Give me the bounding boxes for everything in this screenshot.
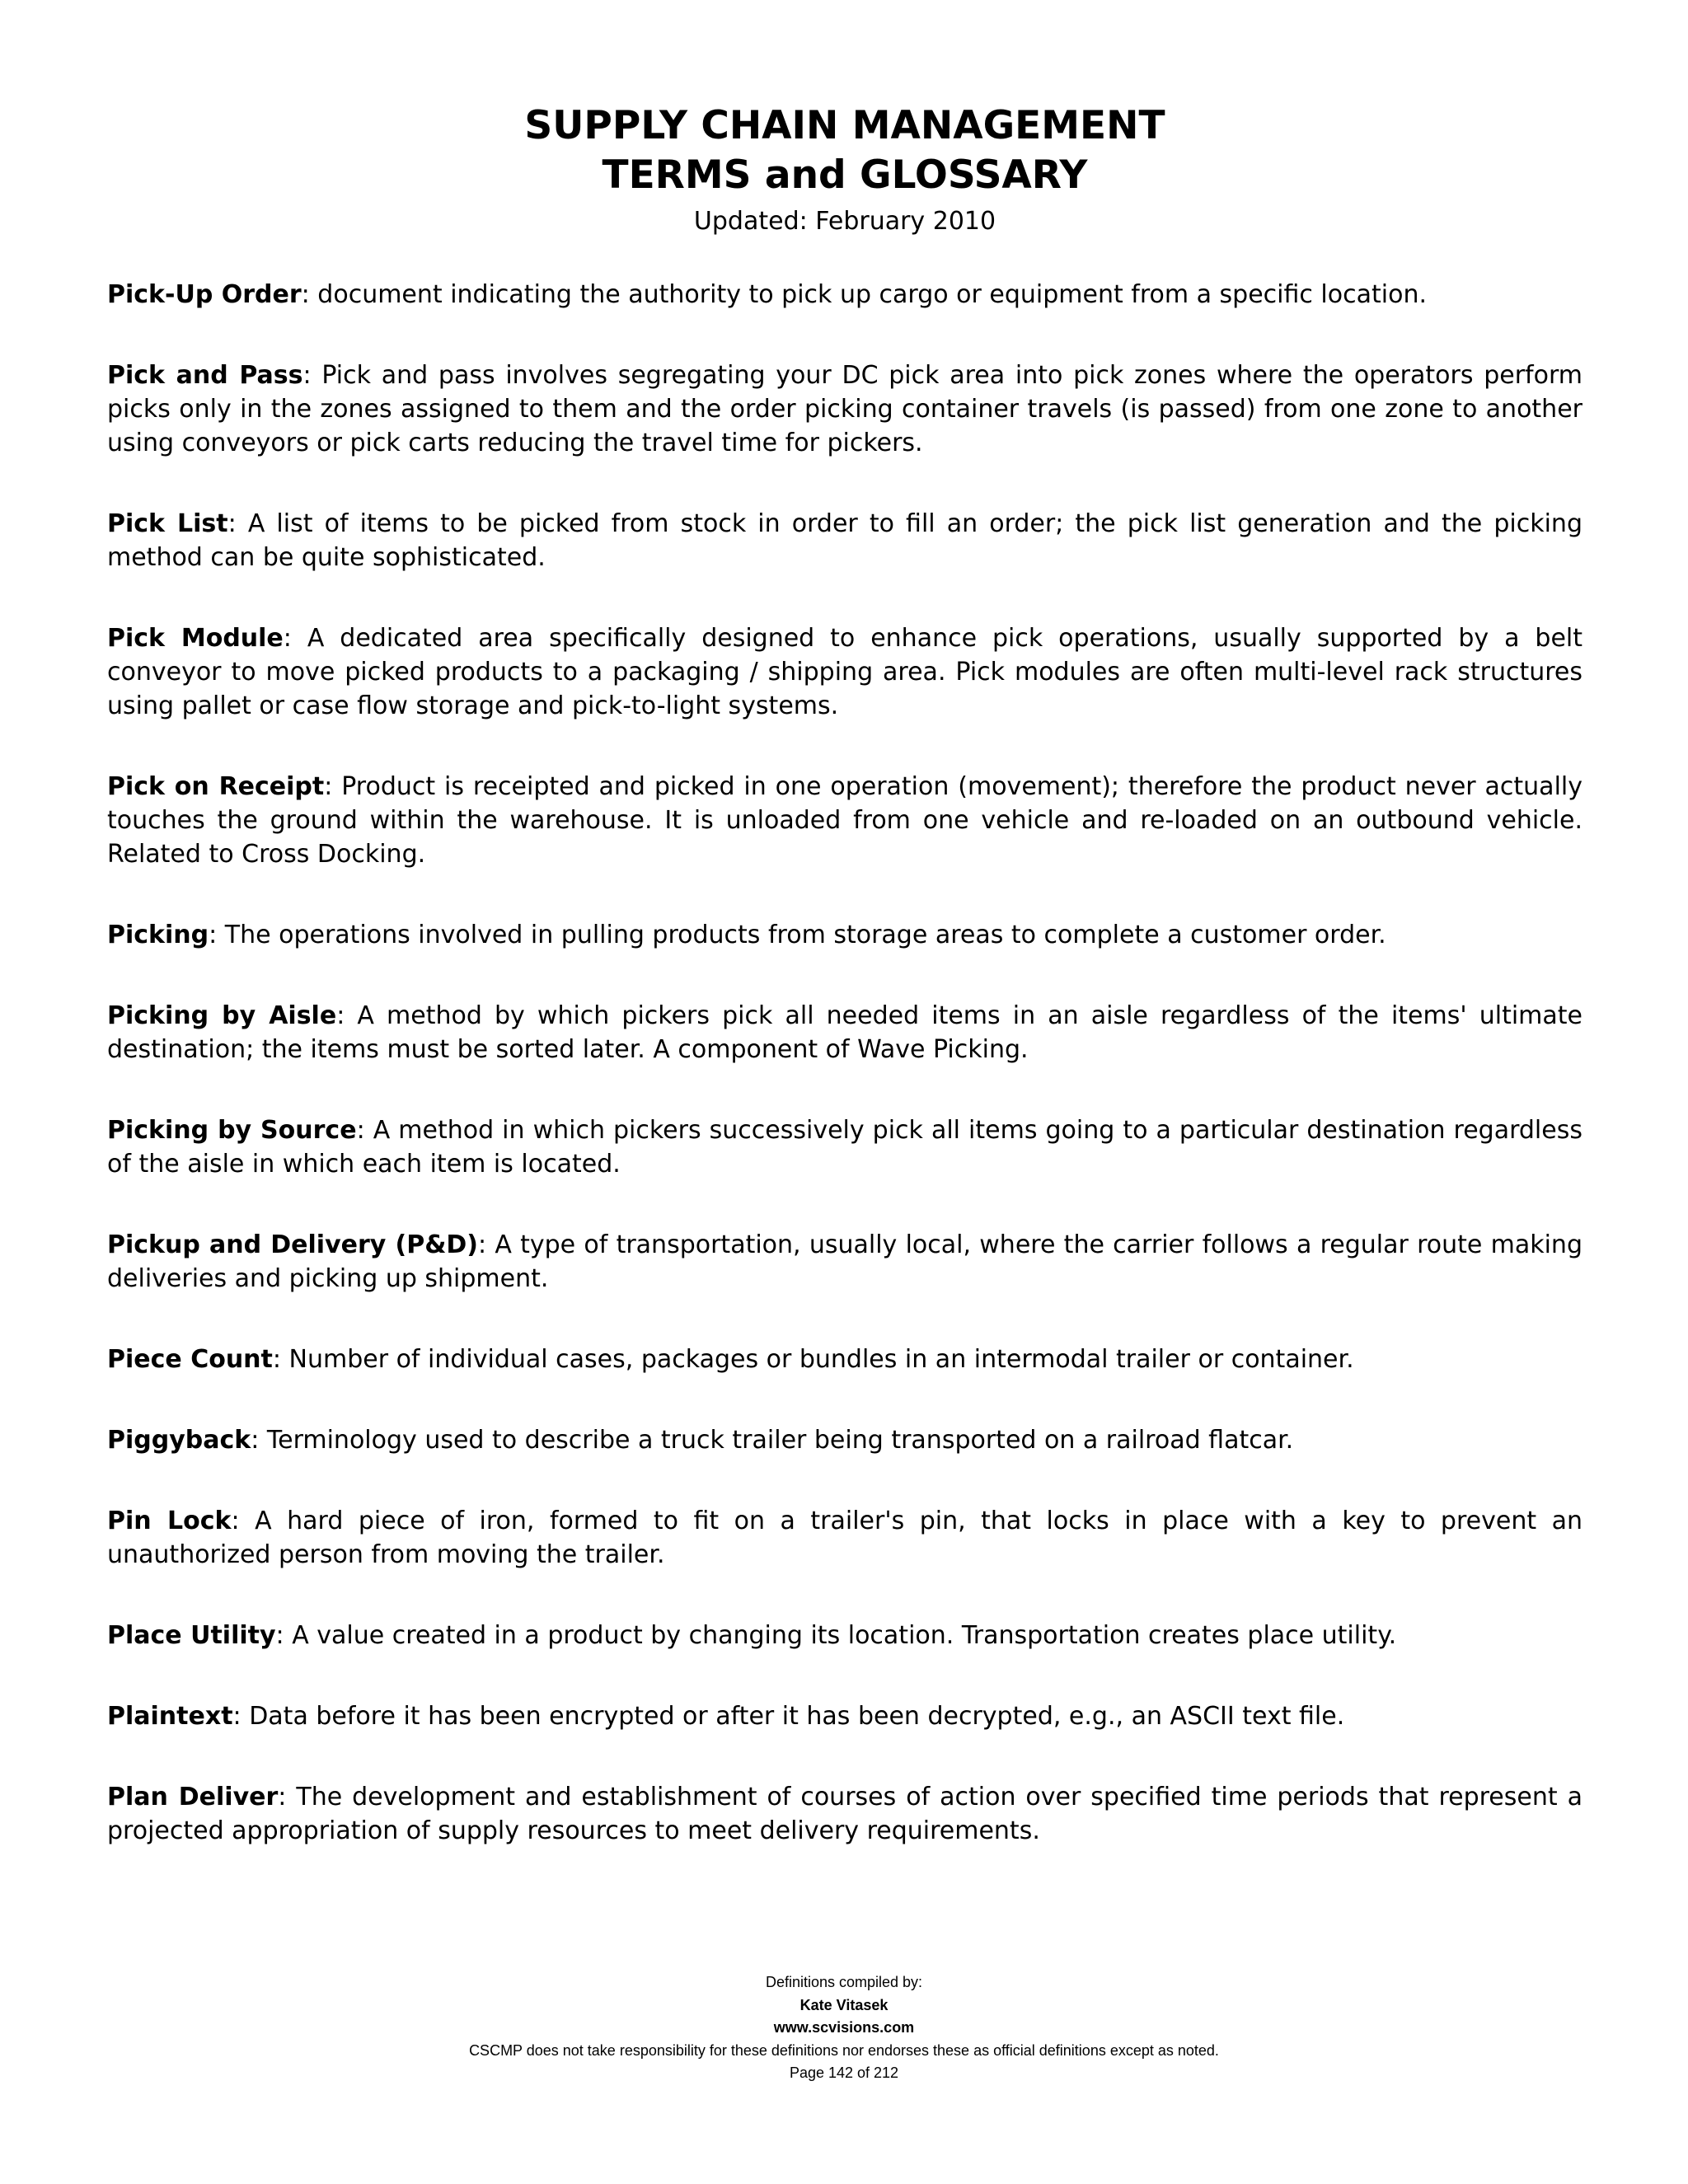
glossary-definition: : A method in which pickers successively pick all items going to a particular destination regardless of the aisle in which each item is located. — [107, 1116, 1582, 1179]
footer-disclaimer: CSCMP does not take responsibility for these definitions nor endorses these as official definitions except as noted. — [469, 2041, 1219, 2059]
glossary-definition: : Data before it has been encrypted or after it has been decrypted, e.g., an ASCII text file. — [232, 1702, 1345, 1731]
glossary-definition: : The operations involved in pulling products from storage areas to complete a customer order. — [209, 921, 1386, 949]
glossary-entry — [107, 1343, 1582, 1376]
glossary-term: Picking — [107, 921, 209, 949]
glossary-entry — [107, 999, 1582, 1066]
glossary-definition: : Pick and pass involves segregating your DC pick area into pick zones where the operators perform picks only in the zones assigned to them and the order picking container travels (is passed) from one zone to another using conveyors or pick carts reducing the travel time for pickers. — [107, 361, 1582, 457]
footer-website: www.scvisions.com — [773, 2019, 915, 2036]
title-line-1: SUPPLY CHAIN MANAGEMENT — [524, 103, 1165, 148]
glossary-term: Pick and Pass — [107, 361, 303, 390]
footer-author: Kate Vitasek — [799, 1996, 889, 2013]
glossary-definition: : A list of items to be picked from stock in order to fill an order; the pick list generation and the picking method can be quite sophisticated. — [107, 509, 1582, 572]
glossary-definition: : document indicating the authority to pick up cargo or equipment from a specific location. — [301, 280, 1427, 309]
footer-page-number: Page 142 of 212 — [789, 2064, 899, 2081]
glossary-entry — [107, 1619, 1582, 1652]
glossary-term: Pick List — [107, 509, 228, 538]
title-line-2: TERMS and GLOSSARY — [602, 152, 1088, 198]
glossary-entry — [107, 918, 1582, 952]
glossary-definition: : Number of individual cases, packages or bundles in an intermodal trailer or container. — [272, 1345, 1354, 1374]
glossary-definition: : Terminology used to describe a truck trailer being transported on a railroad flatcar. — [251, 1426, 1294, 1455]
glossary-term: Picking by Aisle — [107, 1001, 337, 1030]
glossary-term: Plaintext — [107, 1702, 233, 1731]
glossary-term: Pick Module — [107, 624, 284, 653]
glossary-entry — [107, 507, 1582, 574]
glossary-entry — [107, 770, 1582, 871]
glossary-definition: : A type of transportation, usually local, where the carrier follows a regular route making deliveries and picking up shipment. — [107, 1230, 1582, 1293]
glossary-term: Pickup and Delivery (P&D) — [107, 1230, 478, 1259]
glossary-entry — [107, 621, 1582, 723]
glossary-entry — [107, 1780, 1582, 1848]
glossary-term: Piece Count — [107, 1345, 273, 1374]
glossary-definition: : A method by which pickers pick all needed items in an aisle regardless of the items' ultimate destination; the items must be sorted later. A component of Wave Picking. — [107, 1001, 1582, 1064]
glossary-definition: : The development and establishment of courses of action over specified time periods that represent a projected appropriation of supply resources to meet delivery requirements. — [107, 1783, 1582, 1845]
glossary-entry — [107, 1699, 1582, 1733]
glossary-entries — [107, 278, 1582, 1848]
glossary-entry — [107, 1504, 1582, 1572]
glossary-entry — [107, 278, 1582, 312]
glossary-entry — [107, 1423, 1582, 1457]
glossary-page — [107, 0, 1582, 1895]
glossary-term: Pick on Receipt — [107, 772, 325, 801]
page-footer — [0, 1971, 1688, 2085]
glossary-entry — [107, 359, 1582, 460]
glossary-term: Picking by Source — [107, 1116, 357, 1145]
updated-date: Updated: February 2010 — [693, 207, 996, 236]
glossary-definition: : A dedicated area specifically designed to enhance pick operations, usually supported by a belt conveyor to move picked products to a packaging / shipping area. Pick modules are often multi-level rack structures using pallet or case flow storage and pick-to-light systems. — [107, 624, 1582, 720]
glossary-term: Plan Deliver — [107, 1783, 279, 1811]
glossary-term: Place Utility — [107, 1621, 276, 1650]
glossary-definition: : A value created in a product by changing its location. Transportation creates place utility. — [275, 1621, 1397, 1650]
glossary-term: Pin Lock — [107, 1507, 232, 1535]
footer-compiled-by: Definitions compiled by: — [765, 1974, 923, 1990]
glossary-definition: : A hard piece of iron, formed to fit on a trailer's pin, that locks in place with a key to prevent an unauthorized person from moving the trailer. — [107, 1507, 1582, 1569]
glossary-definition: : Product is receipted and picked in one operation (movement); therefore the product never actually touches the ground within the warehouse. It is unloaded from one vehicle and re-loaded on an outbound vehicle. Related to Cross Docking. — [107, 772, 1582, 869]
glossary-term: Pick-Up Order — [107, 280, 302, 309]
glossary-term: Piggyback — [107, 1426, 251, 1455]
glossary-entry — [107, 1228, 1582, 1296]
glossary-entry — [107, 1113, 1582, 1181]
